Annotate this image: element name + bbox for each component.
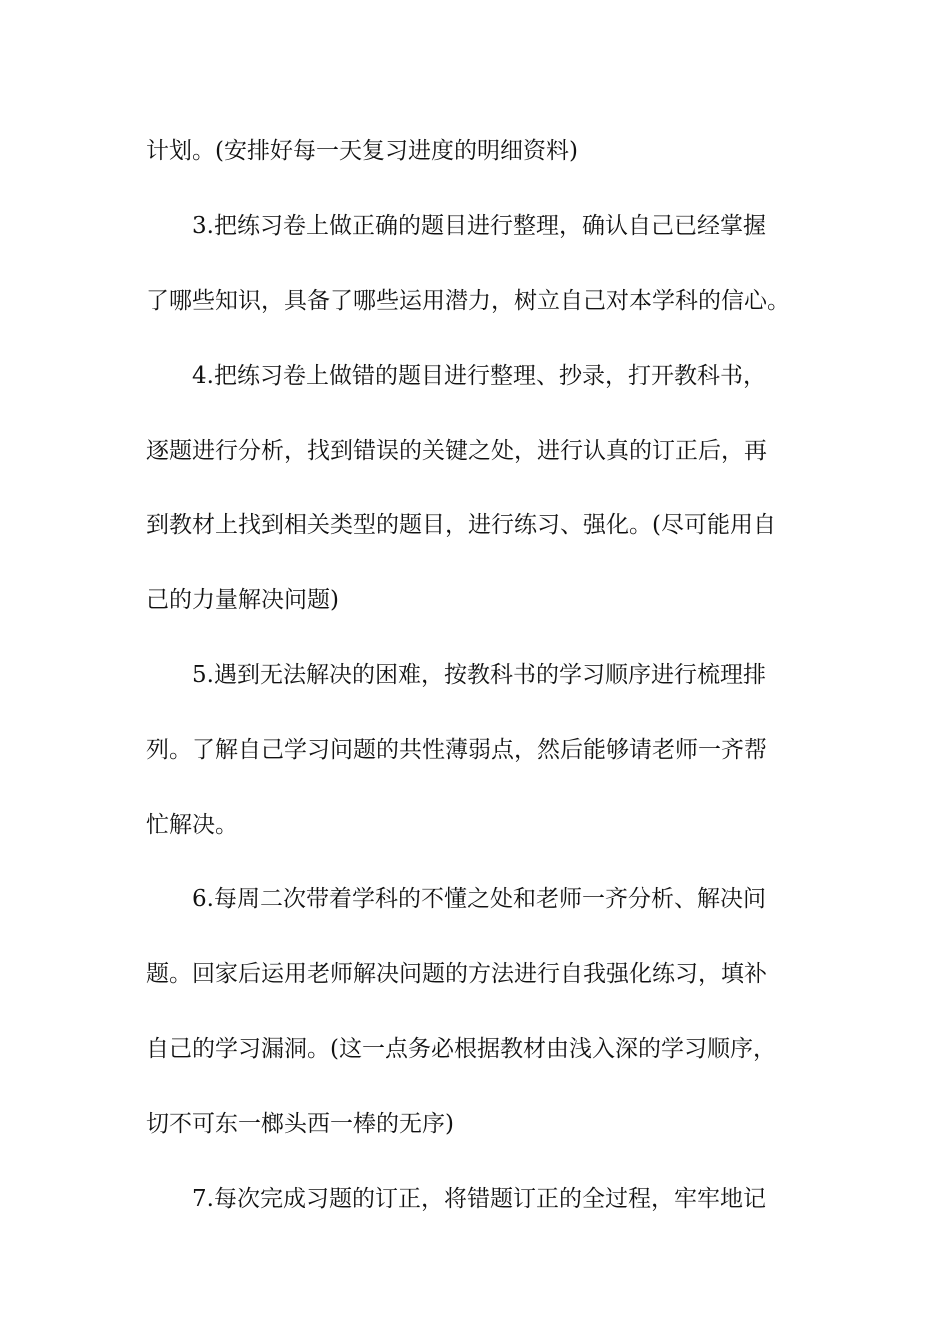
text-line: 逐题进行分析，找到错误的关键之处，进行认真的订正后，再 xyxy=(146,438,767,464)
text-line: 忙解决。 xyxy=(146,812,238,838)
text-line: 3.把练习卷上做正确的题目进行整理，确认自己已经掌握 xyxy=(192,213,766,239)
text-line: 自己的学习漏洞。(这一点务必根据教材由浅入深的学习顺序， xyxy=(146,1036,776,1062)
text-line: 5.遇到无法解决的困难，按教科书的学习顺序进行梳理排 xyxy=(192,662,766,688)
text-line: 6.每周二次带着学科的不懂之处和老师一齐分析、解决问 xyxy=(192,886,766,912)
text-line: 列。了解自己学习问题的共性薄弱点，然后能够请老师一齐帮 xyxy=(146,737,767,763)
text-line: 计划。(安排好每一天复习进度的明细资料) xyxy=(146,138,578,164)
text-line: 4.把练习卷上做错的题目进行整理、抄录，打开教科书， xyxy=(192,363,766,389)
text-line: 到教材上找到相关类型的题目，进行练习、强化。(尽可能用自 xyxy=(146,512,776,538)
text-line: 7.每次完成习题的订正，将错题订正的全过程，牢牢地记 xyxy=(192,1186,766,1212)
text-line: 了哪些知识，具备了哪些运用潜力，树立自己对本学科的信心。 xyxy=(146,288,790,314)
text-line: 题。回家后运用老师解决问题的方法进行自我强化练习，填补 xyxy=(146,961,767,987)
text-line: 切不可东一榔头西一棒的无序) xyxy=(146,1111,454,1137)
text-line: 己的力量解决问题) xyxy=(146,587,339,613)
